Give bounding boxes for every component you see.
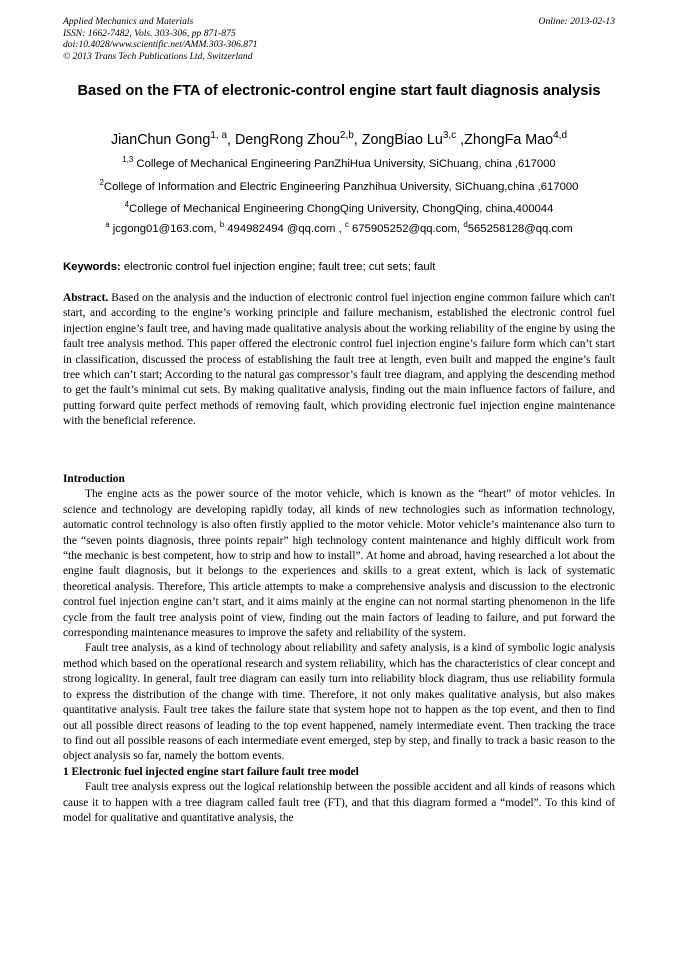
affiliation-mark: 2	[99, 178, 104, 188]
affiliation-mark: 1,3	[122, 155, 134, 165]
author-name: ,ZhongFa Mao	[456, 132, 554, 148]
author-affiliation-mark: 1, a	[210, 130, 228, 142]
keywords-label: Keywords:	[63, 261, 121, 273]
issn-line: ISSN: 1662-7482, Vols. 303-306, pp 871-875	[63, 27, 236, 39]
author-affiliation-mark: 2,b	[339, 130, 354, 142]
affiliation-mark: 4	[124, 200, 130, 210]
author-name: , DengRong Zhou	[227, 132, 340, 148]
abstract	[63, 291, 615, 430]
author-affiliation-mark: 3,c	[442, 130, 457, 142]
doi-line[interactable]: doi:10.4028/www.scientific.net/AMM.303-306.871	[63, 39, 258, 50]
email-link[interactable]: jcgong01@163.com,	[109, 223, 220, 235]
abstract-text: Based on the analysis and the induction of electronic control fuel injection engine common failure which can't start, and according to the engine’s working principle and failure mechanism, established the electronic control fuel injection engine’s fault tree, and having made qualitative analysis about the working reliability of the engine by using the fault tree analysis method. This paper offered the electronic control fuel injection engine’s failure form which can’t start in classification, discussed the process of establishing the fault tree at length, even built and mapped the engine’s fault tree which can’t start; According to the natural gas compressor’s fault tree diagram, and applying the descending method to get the fault’s minimal cut sets. By making qualitative analysis, finding out the main influence factors of failure, and putting forward quite perfect methods of removing fault, which providing electronic fuel injection engine maintenance with the beneficial reference.	[63, 292, 615, 428]
author-affiliation-mark: 4,d	[553, 130, 568, 142]
journal-name: Applied Mechanics and Materials	[63, 16, 194, 27]
email-mark: b	[219, 220, 225, 230]
email-link[interactable]: 494982494 @qq.com ,	[224, 223, 345, 235]
email-list	[30, 222, 648, 236]
author-name: JianChun Gong	[110, 132, 211, 148]
paper-title: Based on the FTA of electronic-control engine start fault diagnosis analysis	[77, 83, 601, 99]
copyright-line: © 2013 Trans Tech Publications Ltd, Switzerland	[63, 50, 253, 62]
affiliation-text: College of Mechanical Engineering PanZhiHua University, SiChuang, china ,617000	[133, 158, 556, 170]
affiliation-text: College of Mechanical Engineering ChongQing University, ChongQing, china,400044	[129, 203, 554, 215]
abstract-label: Abstract.	[63, 292, 109, 304]
email-mark: c	[344, 220, 349, 230]
affiliation-text: College of Information and Electric Engineering Panzhihua University, SiChuang,china ,617000	[103, 181, 579, 193]
paragraph: Fault tree analysis, as a kind of technology about reliability and safety analysis, is a kind of symbolic logic analysis method which based on the operational research and system reliability, which has the characteristics of clear concept and strong logicality. In general, fault tree diagram can easily turn into reliability block diagram, thus use reliability formula to express the distribution of the change with time. Therefore, it not only makes qualitative analysis, but also makes quantitative analysis. Fault tree takes the failure state that system hope not to happen as the top event, and then to find out all possible direct reasons of leading to the top event happened, namely intermediate event. Then tracking the trace to find out all possible reasons of each intermediate event emerged, step by step, and finally to track a basic reason to the object analysis so far, namely the bottom events.	[63, 642, 615, 763]
affiliation	[30, 180, 648, 194]
affiliation	[30, 202, 648, 216]
introduction-section	[63, 472, 615, 826]
keywords-text: electronic control fuel injection engine; fault tree; cut sets; fault	[120, 261, 436, 273]
email-link[interactable]: 565258128@qq.com	[467, 223, 573, 235]
author-list	[40, 131, 638, 149]
email-link[interactable]: 675905252@qq.com,	[348, 223, 464, 235]
online-date: Online: 2013-02-13	[538, 16, 615, 27]
paragraph: Fault tree analysis express out the logical relationship between the possible accident and all kinds of reasons which cause it to happen with a tree diagram called fault tree (FT), and that this diagram formed a “model”. To this kind of model for qualitative and quantitative analysis, the	[63, 781, 615, 824]
author-name: , ZongBiao Lu	[353, 132, 443, 148]
paragraph: The engine acts as the power source of the motor vehicle, which is known as the “heart” of motor vehicles. In science and technology are developing rapidly today, all kinds of new technologies such as information technology, automatic control technology is also often firstly applied to the motor vehicle. Motor vehicle’s maintenance also turn to the “seven points diagnosis, three points repair” high technology content maintenance and highly difficult work from “the mechanic is best competent, how to strip and how to install”. At home and abroad, having researched a lot about the engine fault diagnosis, but it belongs to the experiences and skills to a great extent, which is lack of systematic theoretical analysis. Therefore, This article attempts to make a comprehensive analysis and discussion to the electronic control fuel injection engine can’t start, and it aims mainly at the engine can not normal starting phenomenon in the life cycle from the fault tree analysis point of view, finding out the main factors of leading to failure, and put forward the corresponding maintenance measures to improve the safety and reliability of the system.	[63, 488, 615, 640]
affiliation	[30, 157, 648, 171]
email-mark: a	[105, 220, 110, 230]
keywords	[63, 260, 638, 274]
page-header	[63, 16, 615, 62]
section-heading: 1 Electronic fuel injected engine start failure fault tree model	[63, 765, 359, 778]
email-mark: d	[463, 220, 468, 230]
section-heading: Introduction	[63, 473, 125, 485]
